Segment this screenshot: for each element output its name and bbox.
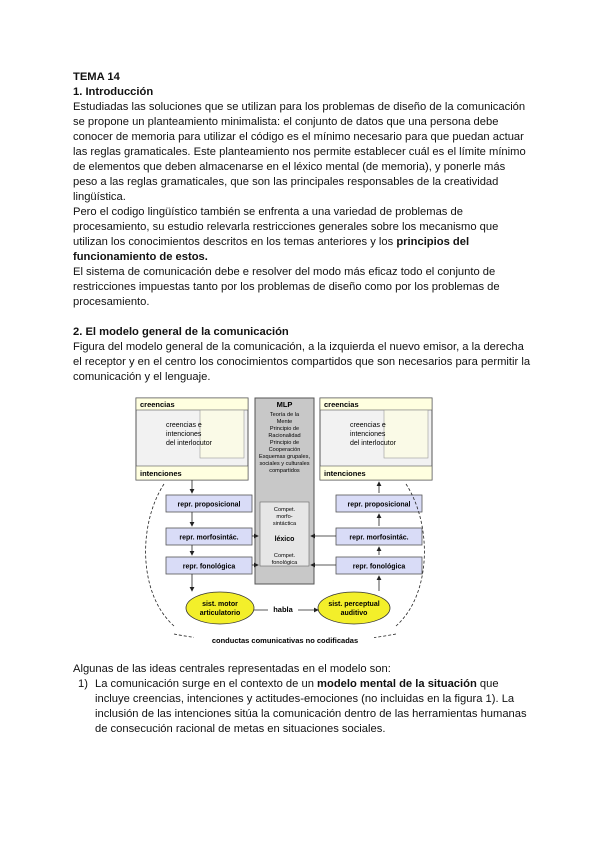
- right-repr-fonologica: repr. fonológica: [352, 563, 406, 571]
- mlp-line: Cooperación: [268, 447, 301, 453]
- section-1-heading: 1. Introducción: [73, 86, 154, 98]
- mlp-line: compartidos: [269, 468, 300, 474]
- right-repr-morfosintac: repr. morfosintác.: [349, 534, 409, 542]
- document-page: [73, 70, 531, 737]
- motor-line-1: sist. motor: [202, 601, 238, 608]
- mlp-line: Esquemas grupales,: [259, 454, 310, 460]
- item-1-bold: modelo mental de la situación: [317, 678, 477, 690]
- ideas-list: [73, 677, 531, 737]
- right-intenciones-label: intenciones: [324, 469, 366, 478]
- section-2-heading: 2. El modelo general de la comunicación: [73, 326, 289, 338]
- tema-heading: TEMA 14: [73, 71, 120, 83]
- ideas-intro: Algunas de las ideas centrales representadas en el modelo son:: [73, 663, 391, 675]
- left-repr-morfosintac: repr. morfosintác.: [179, 534, 239, 542]
- section-1-paragraph-3: El sistema de comunicación debe e resolver del modo más eficaz todo el conjunto de restricciones impuestas tanto por los problemas de diseño como por los problemas de procesamiento.: [73, 266, 500, 308]
- mlp-line: Principio de: [269, 426, 300, 432]
- left-intenciones-label: intenciones: [140, 469, 182, 478]
- perceptual-line-2: auditivo: [340, 610, 368, 617]
- mlp-title: MLP: [276, 400, 293, 409]
- left-repr-proposicional: repr. proposicional: [177, 501, 241, 509]
- mlp-line: sociales y culturales: [259, 461, 310, 467]
- compet-morfo-line: morfo-: [276, 514, 293, 520]
- item-1-text-end: que incluye creencias, intenciones y actitudes-emociones (no incluidas en la figura 1). La inclusión de las intenciones sitúa la comunicación dentro de las herramientas humanas de consecución racional de metas en situaciones sociales.: [95, 678, 527, 735]
- left-creencias-label: creencias: [140, 400, 175, 409]
- left-creencias-e: creencias e: [166, 422, 202, 429]
- mlp-line: Racionalidad: [268, 433, 301, 439]
- left-del-interlocutor: del interlocutor: [166, 440, 212, 447]
- list-item-number: 1): [78, 678, 88, 690]
- lexico-label: léxico: [274, 536, 295, 543]
- item-1-text-start: La comunicación surge en el contexto de un: [95, 678, 318, 690]
- right-del-interlocutor: del interlocutor: [350, 440, 396, 447]
- section-2-paragraph-1: Figura del modelo general de la comunicación, a la izquierda el nuevo emisor, a la derecha el receptor y en el centro los conocimientos compartidos que son necesarios para permitir la comunicación y el lenguaje.: [73, 341, 531, 383]
- left-repr-fonologica: repr. fonológica: [182, 563, 236, 571]
- left-intenciones-del: intenciones: [166, 431, 202, 438]
- right-intenciones-del: intenciones: [350, 431, 386, 438]
- right-repr-proposicional: repr. proposicional: [347, 501, 411, 509]
- mlp-line: Teoría de la: [269, 412, 300, 418]
- compet-fono-line: Compet.: [273, 553, 296, 559]
- right-creencias-e: creencias e: [350, 422, 386, 429]
- compet-morfo-line: Compet.: [273, 507, 296, 513]
- conductas-label: conductas comunicativas no codificadas: [211, 636, 359, 645]
- compet-morfo-line: sintáctica: [272, 521, 297, 527]
- mlp-line: Principio de: [269, 440, 300, 446]
- right-creencias-label: creencias: [324, 400, 359, 409]
- perceptual-line-1: sist. perceptual: [328, 601, 380, 608]
- mlp-line: Mente: [276, 419, 293, 425]
- list-item: [73, 677, 531, 737]
- section-1-paragraph-1: Estudiadas las soluciones que se utilizan para los problemas de diseño de la comunicación se propone un planteamiento minimalista: el conjunto de datos que una persona debe conocer de memoria para utilizar el código es el mínimo necesario para que puedan actuar las reglas gramaticales. Este planteamiento nos permite establecer cuál es el límite mínimo de elementos que deben almacenarse en el léxico mental (de memoria), y ponerle más peso a las reglas gramaticales, que son las principales responsables de la creatividad lingüística.: [73, 101, 526, 203]
- compet-fono-line: fonológica: [271, 560, 298, 566]
- section-1-paragraph-2: [73, 205, 531, 265]
- communication-model-figure: [134, 394, 436, 654]
- motor-line-2: articulatorio: [199, 610, 241, 617]
- habla-label: habla: [273, 605, 293, 614]
- paragraph-2-bold: principios del funcionamiento de estos.: [73, 236, 470, 263]
- paragraph-2-text: Pero el codigo lingüístico también se enfrenta a una variedad de problemas de procesamiento, su estudio relevarla restricciones generales sobre los mecanismo que utilizan los conocimientos descritos en los temas anteriores y los: [73, 206, 499, 248]
- communication-model-diagram: [134, 394, 436, 654]
